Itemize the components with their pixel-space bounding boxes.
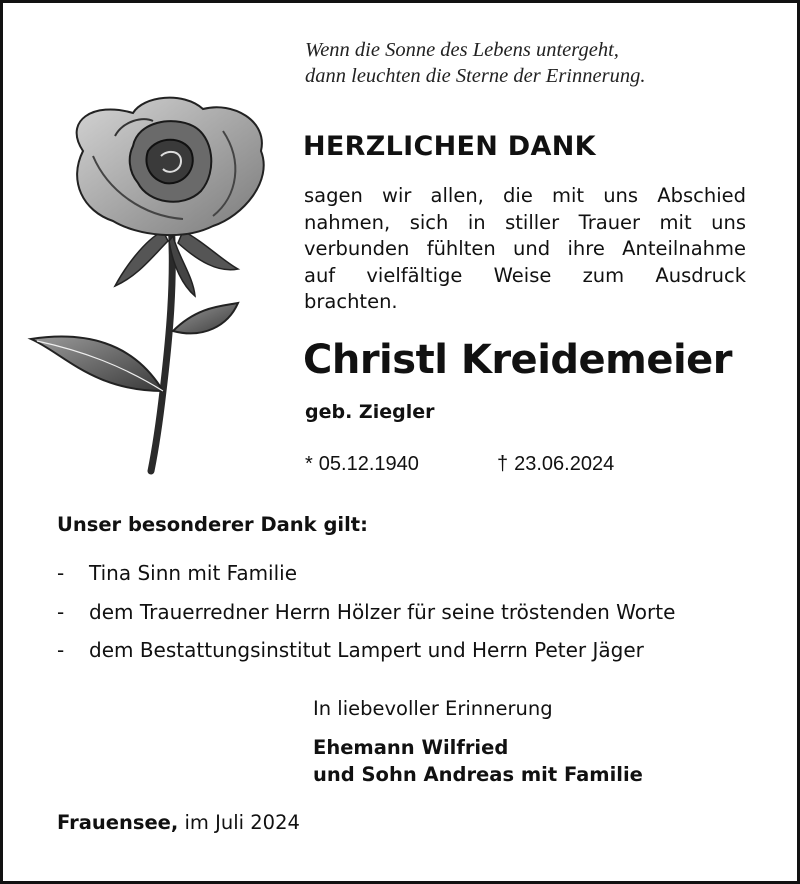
- list-item-text: dem Bestattungsinstitut Lampert und Herrn Peter Jäger: [89, 638, 644, 662]
- death-symbol: †: [497, 453, 509, 475]
- list-item: [57, 600, 777, 639]
- place-town: Frauensee,: [57, 811, 179, 834]
- special-thanks-list: [57, 561, 777, 677]
- deceased-name: Christl Kreidemeier: [303, 337, 733, 383]
- thanks-line: verbunden fühlten und ihre Anteilnahme: [304, 237, 746, 260]
- list-item-text: dem Trauerredner Herrn Hölzer für seine tröstenden Worte: [89, 599, 676, 624]
- place-and-date: [57, 811, 300, 834]
- thanks-line: nahmen, sich in stiller Trauer mit uns: [304, 210, 746, 234]
- birth-symbol: *: [305, 453, 313, 475]
- quote-line: dann leuchten die Sterne der Erinnerung.: [305, 65, 646, 87]
- rose-illustration-icon: [23, 91, 273, 476]
- quote-line: Wenn die Sonne des Lebens untergeht,: [305, 39, 619, 61]
- list-dash: -: [57, 599, 65, 624]
- family-signature: [313, 734, 643, 788]
- thanks-line: auf vielfältige Weise zum Ausdruck: [304, 263, 746, 287]
- signature-line: und Sohn Andreas mit Familie: [313, 763, 643, 786]
- signature-line: Ehemann Wilfried: [313, 736, 509, 759]
- death-date: 23.06.2024: [514, 453, 615, 475]
- list-item: [57, 638, 777, 677]
- list-item-text: Tina Sinn mit Familie: [89, 561, 298, 585]
- special-thanks-heading: Unser besonderer Dank gilt:: [57, 513, 368, 536]
- death-date-line: [497, 453, 614, 476]
- place-date: im Juli 2024: [184, 811, 300, 834]
- list-dash: -: [57, 638, 65, 662]
- memorial-quote: [305, 37, 775, 89]
- thanks-heading: HERZLICHEN DANK: [303, 131, 596, 162]
- memory-intro: In liebevoller Erinnerung: [313, 697, 553, 720]
- list-dash: -: [57, 561, 65, 585]
- birth-date-line: [305, 453, 419, 476]
- thanks-paragraph: [304, 183, 746, 316]
- birth-date: 05.12.1940: [318, 453, 419, 475]
- thanks-line: sagen wir allen, die mit uns Abschied: [304, 184, 746, 207]
- born-name: geb. Ziegler: [305, 401, 435, 423]
- list-item: [57, 561, 777, 600]
- thanks-line: brachten.: [304, 290, 398, 313]
